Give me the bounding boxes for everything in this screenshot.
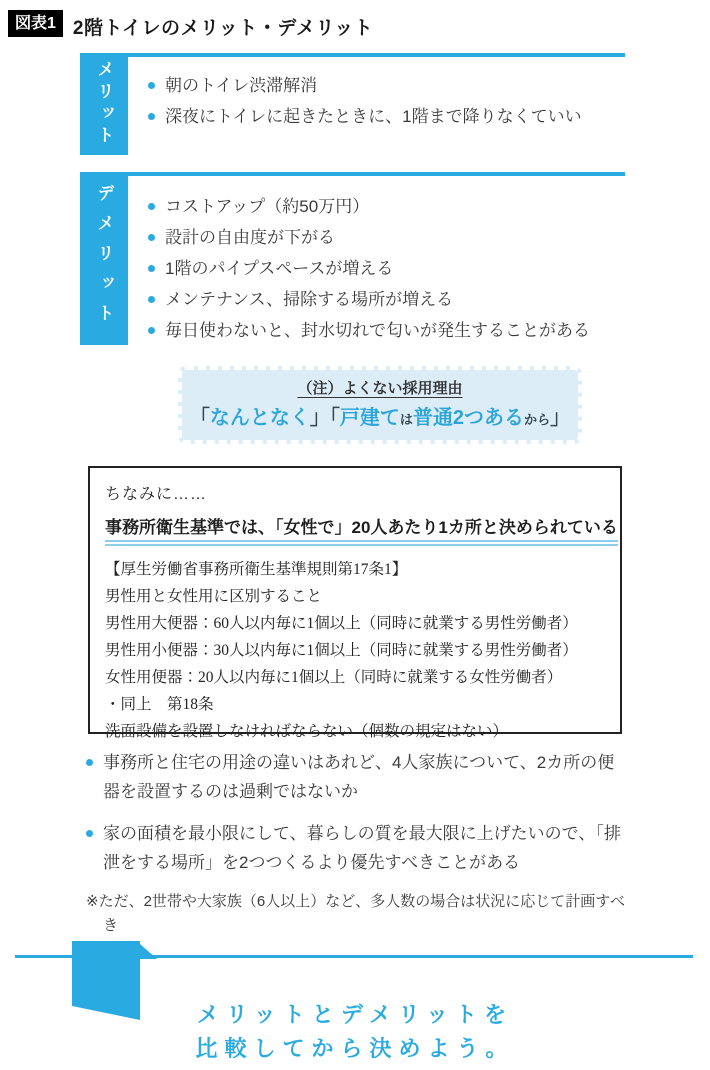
bullet-dot-icon [148, 265, 155, 272]
demerit-list [148, 191, 625, 346]
demerit-item [148, 284, 625, 315]
demerit-section [80, 172, 625, 345]
regulation-intro: ちなみに…… [105, 486, 208, 503]
merit-body [128, 53, 625, 155]
note-heading: （注）よくない採用理由 [297, 380, 463, 397]
demerit-item-text: メンテナンス、掃除する場所が増える [165, 290, 454, 309]
takeaway-quote [0, 998, 710, 1066]
reason-note-box [178, 366, 582, 444]
ribbon-fold-icon [140, 944, 157, 959]
conclusions-list [86, 748, 628, 877]
conclusion-item [86, 748, 628, 806]
merit-item [148, 70, 625, 101]
regulation-line: 男性用大便器：60人以内毎に1個以上（同時に就業する男性労働者） [105, 615, 578, 632]
bullet-dot-icon [148, 296, 155, 303]
regulation-box [88, 466, 622, 740]
bullet-dot-icon [148, 113, 155, 120]
note-quote [178, 405, 582, 431]
note-quote-segment: 」「 [309, 407, 340, 429]
bullet-dot-icon [148, 327, 155, 334]
merit-item-text: 深夜にトイレに起きたときに、1階まで降りなくていい [165, 107, 582, 126]
conclusion-item [86, 819, 628, 877]
demerit-item [148, 253, 625, 284]
demerit-label: デメリット [80, 172, 128, 345]
demerit-item-text: コストアップ（約50万円） [165, 197, 370, 216]
regulation-line: 女性用便器：20人以内毎に1個以上（同時に就業する女性労働者） [105, 669, 563, 686]
note-quote-segment: 「 [189, 407, 210, 429]
figure-header [8, 10, 373, 40]
bullet-dot-icon [86, 830, 93, 837]
demerit-item [148, 315, 625, 346]
note-quote-segment: 普通2つある [412, 407, 525, 429]
merit-section [80, 53, 625, 155]
conclusions-section [86, 748, 628, 938]
demerit-item-text: 設計の自由度が下がる [165, 228, 335, 247]
demerit-item [148, 222, 625, 253]
conclusion-item-text: 事務所と住宅の用途の違いはあれど、4人家族について、2カ所の便器を設置するのは過剰ではないか [103, 753, 615, 801]
takeaway-line: メリットとデメリットを [196, 1002, 514, 1027]
takeaway-line: 比較してから決めよう。 [195, 1036, 515, 1061]
footnote: ※ただ、2世帯や大家族（6人以上）など、多人数の場合は状況に応じて計画すべき [86, 893, 625, 934]
demerit-item [148, 191, 625, 222]
regulation-line: 男性用小便器：30人以内毎に1個以上（同時に就業する男性労働者） [105, 642, 578, 659]
regulation-line: ・同上 第18条 [105, 696, 214, 713]
demerit-item-text: 毎日使わないと、封水切れで匂いが発生することがある [165, 321, 590, 340]
bullet-dot-icon [148, 82, 155, 89]
note-quote-segment: は [399, 412, 413, 427]
page-title: 2階トイレのメリット・デメリット [72, 18, 374, 39]
merit-label: メリット [80, 53, 128, 155]
note-quote-segment: 戸建て [339, 407, 400, 429]
regulation-line: 洗面設備を設置しなければならない（個数の規定はない） [105, 723, 509, 740]
bullet-dot-icon [86, 759, 93, 766]
figure-number-badge: 図表1 [8, 10, 63, 37]
conclusion-item-text: 家の面積を最小限にして、暮らしの質を最大限に上げたいので、「排泄をする場所」を2つつくるより優先すべきことがある [103, 824, 621, 872]
bullet-dot-icon [148, 203, 155, 210]
merit-list [148, 70, 625, 132]
note-quote-segment: から [524, 412, 551, 427]
bullet-dot-icon [148, 234, 155, 241]
demerit-body [128, 172, 625, 345]
regulation-line: 男性用と女性用に区別すること [105, 588, 323, 605]
regulation-headline: 事務所衛生基準では、「女性で」20人あたり1カ所と決められている [105, 513, 618, 546]
note-quote-segment: なんとなく [209, 407, 310, 429]
merit-item [148, 101, 625, 132]
demerit-item-text: 1階のパイプスペースが増える [165, 259, 394, 278]
regulation-line: 【厚生労働省事務所衛生基準規則第17条1】 [105, 561, 408, 578]
note-quote-segment: 」 [550, 407, 571, 429]
merit-item-text: 朝のトイレ渋滞解消 [165, 76, 318, 95]
regulation-text [105, 556, 605, 745]
